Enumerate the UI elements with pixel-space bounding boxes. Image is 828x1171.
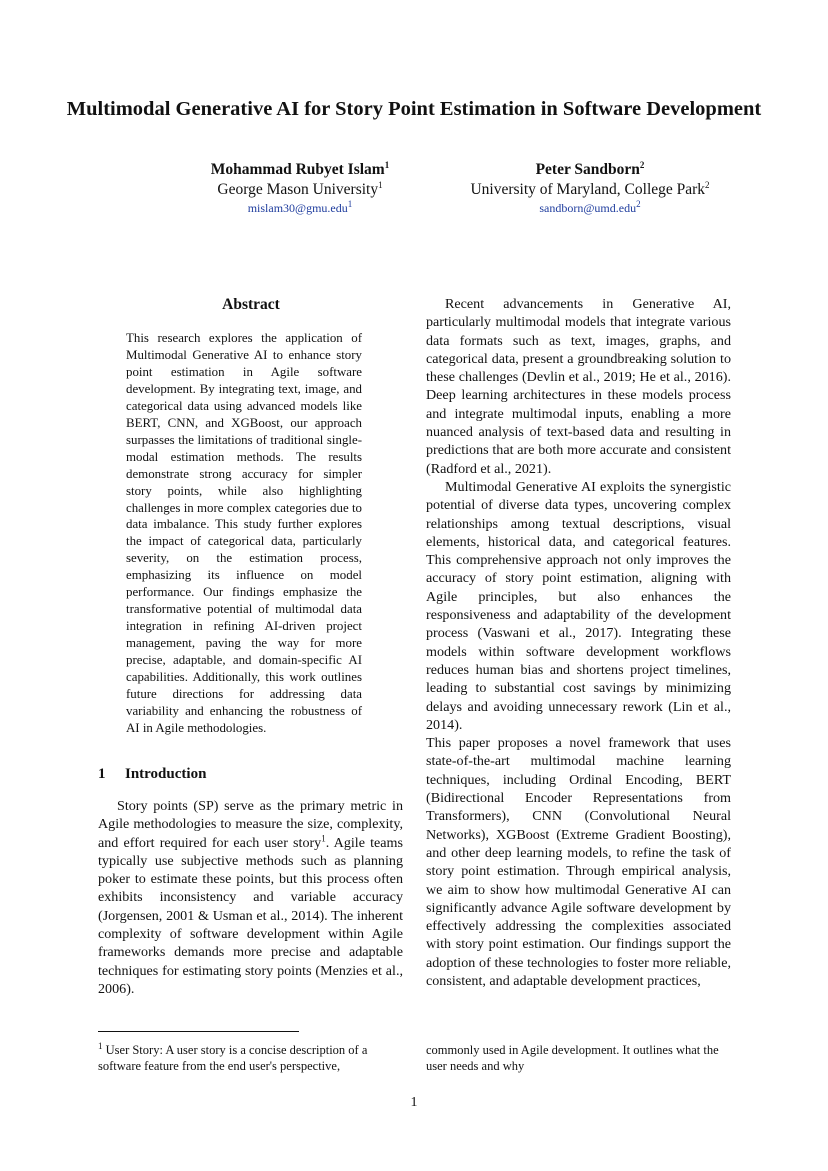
section-title: Introduction [125, 766, 207, 782]
author-email[interactable]: mislam30@gmu.edu$^1$ [247, 199, 353, 215]
intro-right-column [426, 295, 731, 990]
author-name: Mohammad Rubyet Islam$^1$ [210, 159, 390, 178]
body-paragraph: Recent advancements in Generative AI, particularly multimodal models that integrate various data formats such as text, images, graphs, and categorical data, present a groundbreaking solution to these challenges (Devlin et al., 2019; He et al., 2016). Deep learning architectures in these models process and integrate multimodal inputs, enabling a more nuanced analysis of text-based data and resulting in predictions that are both more accurate and consistent (Radford et al., 2021). [426, 296, 731, 477]
body-paragraph: This paper proposes a novel framework that uses state-of-the-art multimodal machine learning techniques, including Ordinal Encoding, BERT (Bidirectional Encoder Representations from Transformers), CNN (Convolutional Neural Networks), XGBoost (Extreme Gradient Boosting), and other deep learning models, to refine the task of story point estimation. Through empirical analysis, we aim to show how multimodal Generative AI can significantly advance Agile software development by effectively addressing the complexities associated with story point estimation. Our findings support the adoption of these technologies to foster more reliable, consistent, and adaptable development practices, [426, 735, 731, 989]
abstract-heading: Abstract [222, 296, 280, 313]
abstract-text: This research explores the application of Multimodal Generative AI to enhance story point estimation in Agile software development. By integrating text, image, and categorical data using advanced models like BERT, CNN, and XGBoost, our approach surpasses the limitations of traditional single-modal estimation methods. The results demonstrate strong accuracy for simpler story points, while also highlighting challenges in more complex categories due to data imbalance. This study further explores the impact of categorical data, particularly severity, on the estimation process, emphasizing its influence on model performance. Our findings emphasize the transformative potential of multimodal data integration in refining AI-driven project management, paving the way for more precise, adaptable, and domain-specific AI capabilities. Additionally, this work outlines future directions for addressing data variability and enhancing the robustness of AI in Agile methodologies. [126, 331, 362, 735]
author-email[interactable]: sandborn@umd.edu$^2$ [539, 199, 641, 215]
section-number: 1 [98, 766, 106, 782]
body-paragraph: Story points (SP) serve as the primary metric in Agile methodologies to measure the size, complexity, and effort required for each user story$^1$. Agile teams typically use subjective methods such as planning poker to estimate these points, but this process often exhibits inconsistency and variable accuracy (Jorgensen, 2001 & Usman et al., 2014). The inherent complexity of software development within Agile frameworks demands more precise and adaptable techniques for estimating story points (Menzies et al., 2006). [98, 798, 403, 997]
author-block-1 [150, 160, 450, 216]
body-paragraph: Multimodal Generative AI exploits the synergistic potential of diverse data types, uncovering complex relationships among textual descriptions, visual elements, historical data, and categorical features. This comprehensive approach not only improves the accuracy of story point estimation, aligning with Agile principles, but also enhances the responsiveness and adaptability of the development process (Vaswani et al., 2017). Integrating these models within software development workflows reduces human bias and shortens project timelines, leading to substantial cost savings by minimizing delays and avoiding unnecessary rework (Lin et al., 2014). [426, 478, 731, 733]
section-heading [98, 766, 206, 783]
footnote-mark[interactable]: 1 [321, 832, 326, 843]
author-name: Peter Sandborn$^2$ [535, 159, 645, 178]
intro-left-column [98, 797, 403, 998]
footnote-left: $^1$ User Story: A user story is a concise description of a software feature from the end user's perspective, [98, 1040, 368, 1073]
author-block-2 [440, 160, 740, 216]
paper-title: Multimodal Generative AI for Story Point Estimation in Software Development [66, 98, 762, 120]
author-affiliation: University of Maryland, College Park$^2$ [470, 179, 710, 198]
footnote-right: commonly used in Agile development. It outlines what the user needs and why [426, 1043, 719, 1073]
page-number: 1 [410, 1095, 418, 1110]
author-affiliation: George Mason University$^1$ [217, 179, 383, 198]
footnote-divider [98, 1031, 299, 1032]
